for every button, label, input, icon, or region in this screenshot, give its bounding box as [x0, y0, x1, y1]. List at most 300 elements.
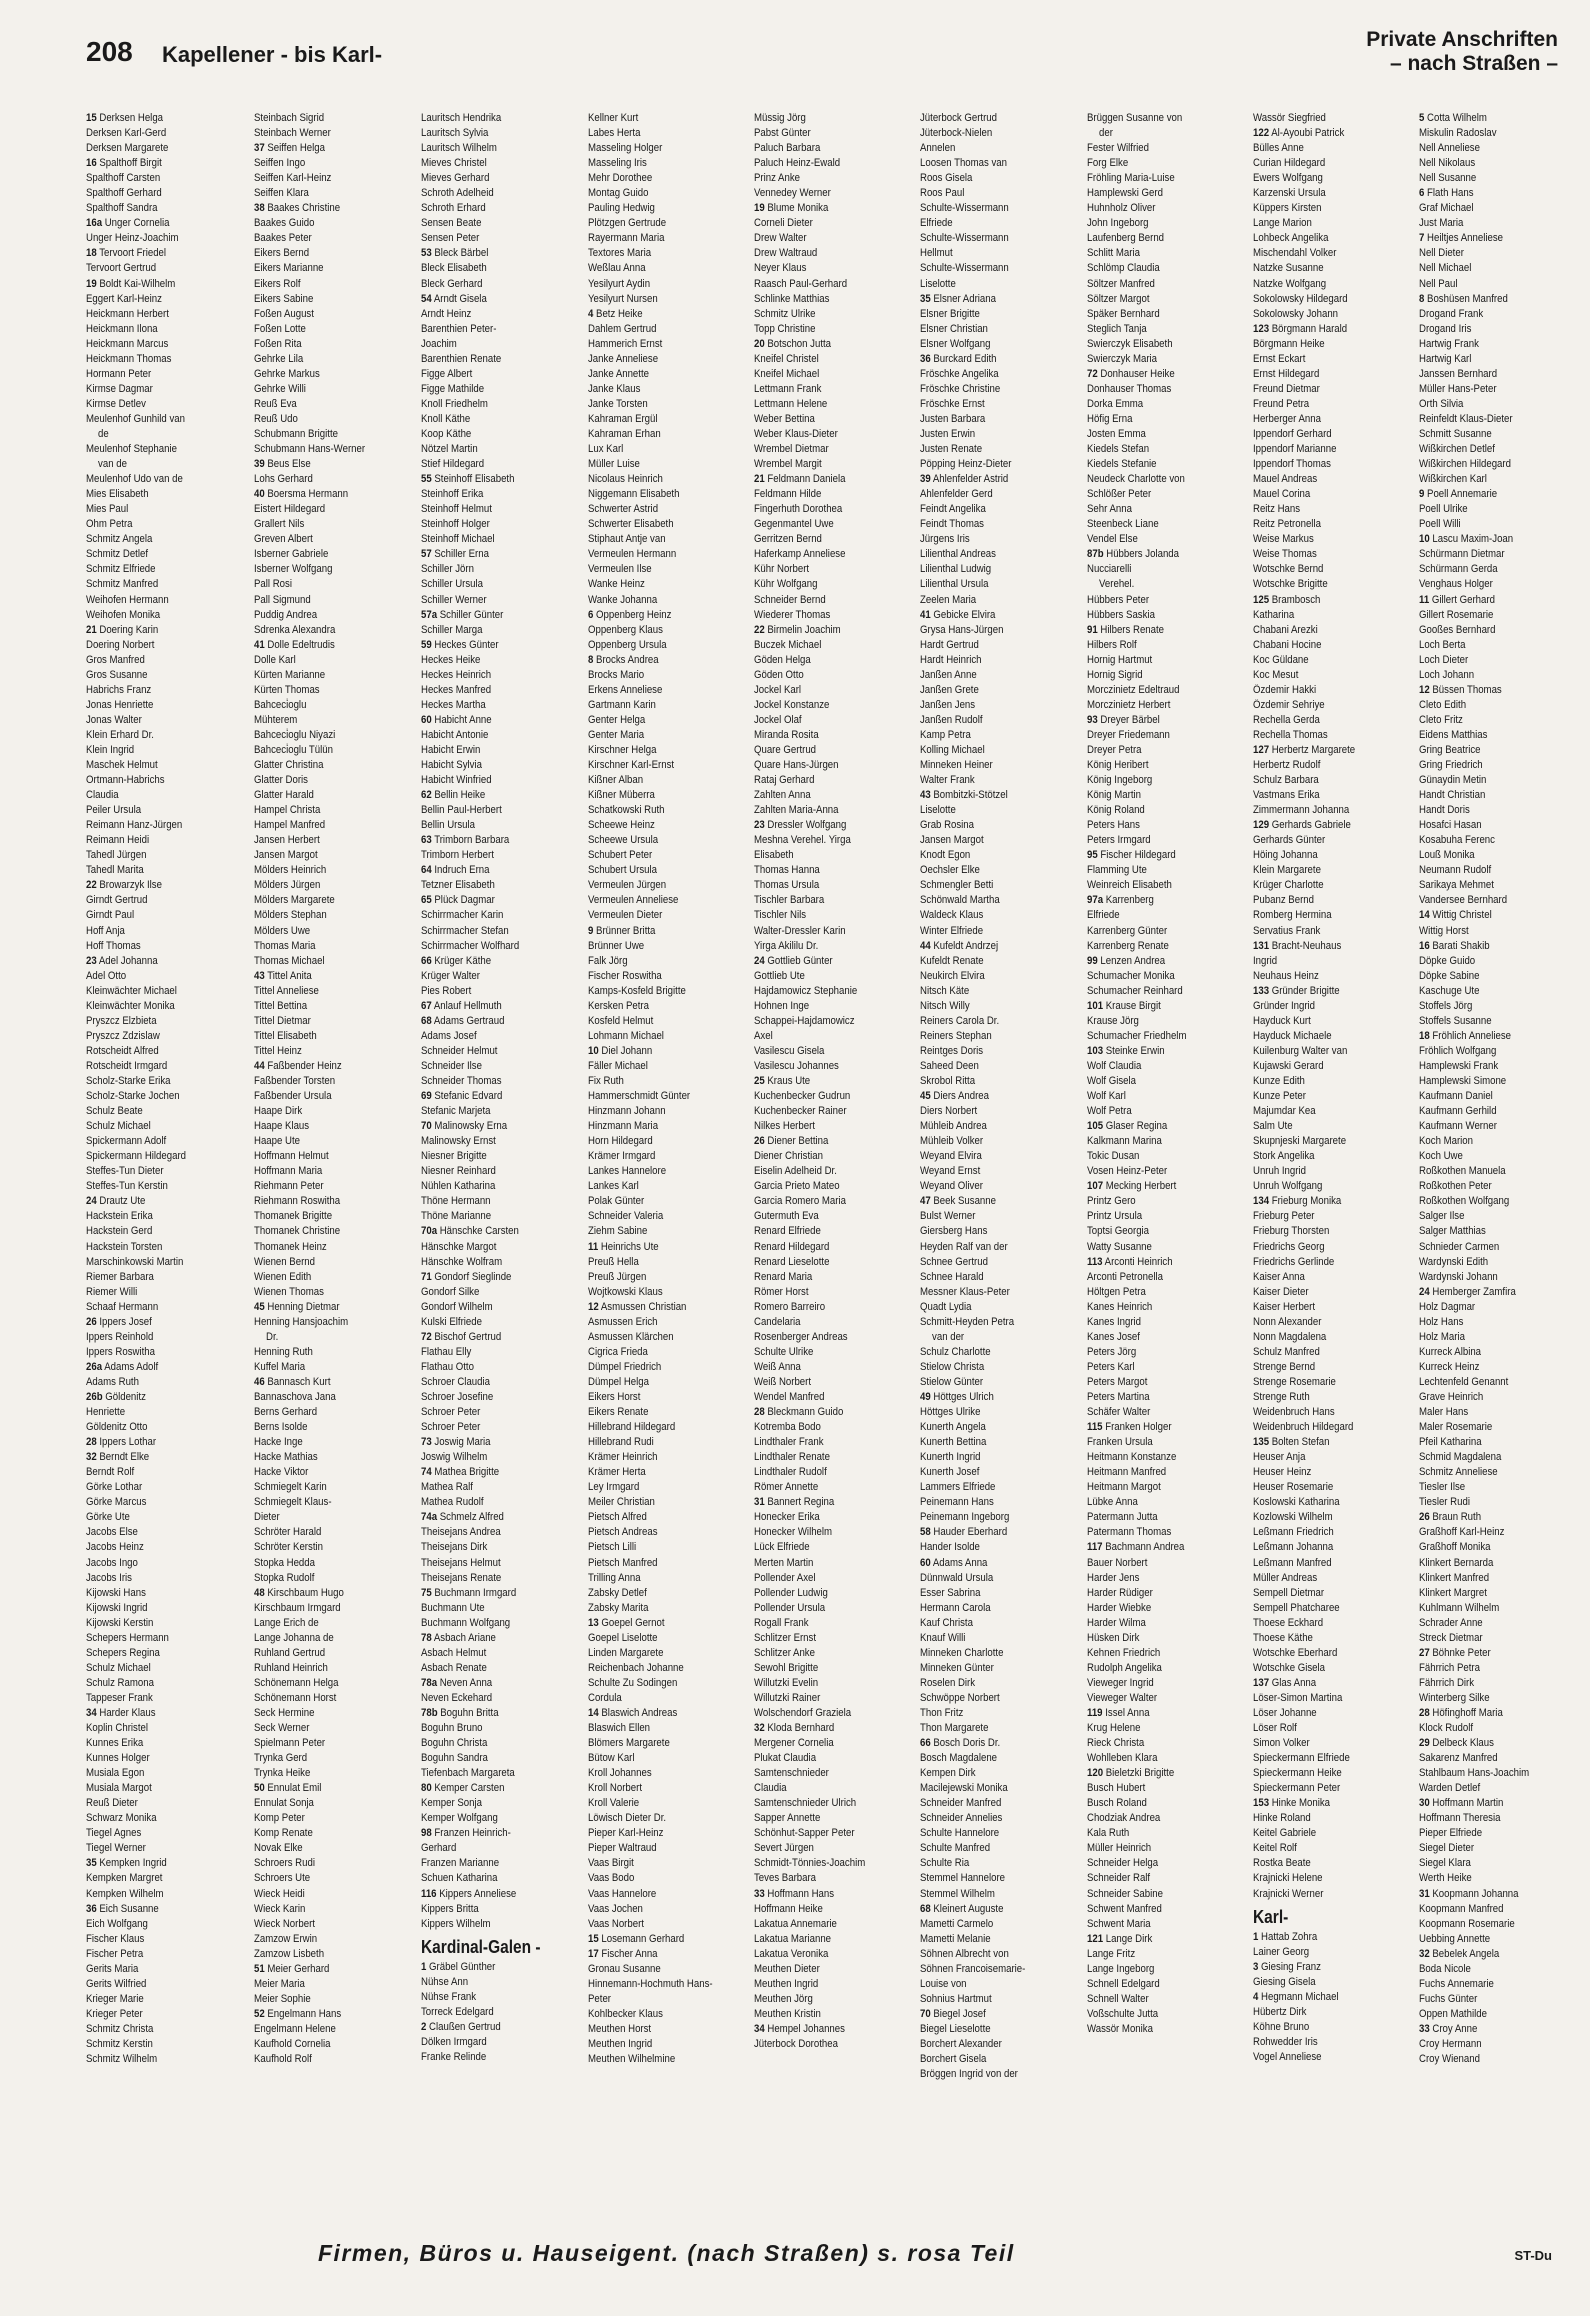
directory-entry: Jacobs Ingo: [86, 1556, 138, 1569]
directory-entry: Schwöppe Norbert: [920, 1691, 1000, 1704]
directory-entry: Schneider Annelies: [920, 1812, 1003, 1825]
directory-column: [588, 111, 748, 2211]
directory-entry: 22 Birmelin Joachim: [754, 623, 841, 636]
directory-entry: Gartmann Karin: [588, 698, 656, 711]
directory-entry: 107 Mecking Herbert: [1087, 1180, 1177, 1193]
directory-entry: König Roland: [1087, 804, 1145, 817]
directory-entry: Masseling Iris: [588, 157, 647, 170]
directory-entry: Foßen August: [254, 307, 314, 320]
directory-entry: Kaschuge Ute: [1419, 984, 1480, 997]
house-number: 31: [1419, 1887, 1430, 1900]
directory-entry: Dieter: [254, 1511, 280, 1524]
house-number: 24: [86, 1195, 97, 1208]
directory-entry: Giersberg Hans: [920, 1225, 988, 1238]
directory-entry: Harder Wilma: [1087, 1616, 1146, 1629]
directory-entry: Sakarenz Manfred: [1419, 1752, 1498, 1765]
house-number: 5: [1419, 112, 1425, 124]
directory-entry: Ernst Hildegard: [1253, 367, 1320, 380]
directory-column: [1087, 111, 1247, 2211]
directory-entry: Schiller Werner: [421, 593, 487, 606]
directory-entry: Mametti Carmelo: [920, 1917, 994, 1930]
directory-entry: Drogand Frank: [1419, 307, 1484, 320]
directory-entry: Göldenitz Otto: [86, 1421, 148, 1434]
directory-entry: Kanes Heinrich: [1087, 1300, 1153, 1313]
directory-entry: Kühr Norbert: [754, 563, 810, 576]
directory-entry: Janke Annette: [588, 367, 649, 380]
directory-entry: Schulz Manfred: [1253, 1345, 1320, 1358]
directory-entry: Kneifel Christel: [754, 352, 819, 365]
directory-entry: Höltgen Petra: [1087, 1285, 1146, 1298]
directory-entry: Figge Mathilde: [421, 382, 485, 395]
directory-entry: Wassör Siegfried: [1253, 112, 1326, 124]
directory-entry: Krajnicki Werner: [1253, 1887, 1324, 1900]
directory-entry: Spickermann Adolf: [86, 1135, 167, 1148]
directory-entry: Schneider Ilse: [421, 1059, 482, 1072]
directory-entry: Marschinkowski Martin: [86, 1255, 184, 1268]
directory-entry: Graßhoff Karl-Heinz: [1419, 1526, 1505, 1539]
directory-entry: Jansen Herbert: [254, 834, 320, 847]
directory-entry: Trimborn Herbert: [421, 849, 494, 862]
directory-entry: 21 Doering Karin: [86, 623, 159, 636]
directory-entry: 67 Anlauf Hellmuth: [421, 999, 502, 1012]
directory-entry: Bleck Elisabeth: [421, 262, 487, 275]
directory-entry: Thomas Ursula: [754, 879, 820, 892]
directory-entry: Gronau Susanne: [588, 1962, 661, 1975]
house-number: 68: [421, 1014, 432, 1027]
directory-entry: Seck Hermine: [254, 1706, 315, 1719]
directory-entry: Quare Gertrud: [754, 743, 817, 756]
directory-entry: 30 Hoffmann Martin: [1419, 1797, 1504, 1810]
directory-entry: Derksen Margarete: [86, 142, 169, 155]
directory-entry: Knoll Friedhelm: [421, 397, 488, 410]
directory-entry: 78a Neven Anna: [421, 1676, 493, 1689]
directory-entry: Walter Frank: [920, 774, 975, 787]
directory-entry: 36 Burckard Edith: [920, 352, 997, 365]
directory-entry: 16 Barati Shakib: [1419, 939, 1490, 952]
directory-entry: Oppen Mathilde: [1419, 2007, 1487, 2020]
directory-entry: 11 Gillert Gerhard: [1419, 593, 1495, 606]
house-number: 45: [254, 1300, 265, 1313]
house-number: 54: [421, 292, 432, 305]
directory-entry: Schulz Michael: [86, 1120, 151, 1133]
directory-entry: Janßen Grete: [920, 683, 979, 696]
directory-entry: Kemper Sonja: [421, 1797, 482, 1810]
page-header: [0, 0, 1590, 80]
directory-entry: Steinbach Werner: [254, 127, 331, 140]
directory-entry: Mergener Cornelia: [754, 1737, 834, 1750]
directory-entry: Schulz Charlotte: [920, 1345, 991, 1358]
house-number: 57: [421, 548, 432, 561]
directory-entry: Knodt Egon: [920, 849, 971, 862]
directory-entry: Schneider Helga: [1087, 1857, 1159, 1870]
directory-entry: Ziehm Sabine: [588, 1225, 648, 1238]
directory-entry: Kaufmann Gerhild: [1419, 1105, 1497, 1118]
directory-entry: Meier Sophie: [254, 1992, 311, 2005]
directory-entry: Lange Fritz: [1087, 1947, 1136, 1960]
directory-entry: Hermann Carola: [920, 1601, 991, 1614]
directory-entry: Görke Marcus: [86, 1496, 147, 1509]
directory-entry: Herbertz Rudolf: [1253, 759, 1321, 772]
directory-entry: Peinemann Hans: [920, 1496, 994, 1509]
directory-entry: Görke Lothar: [86, 1481, 143, 1494]
house-number: 44: [254, 1059, 265, 1072]
directory-entry: Nühlen Katharina: [421, 1180, 496, 1193]
directory-entry: 33 Croy Anne: [1419, 2022, 1478, 2035]
directory-entry: Lilienthal Ursula: [920, 578, 989, 591]
directory-entry: 43 Bombitzki-Stötzel: [920, 789, 1008, 802]
directory-entry: Verehel.: [1099, 578, 1135, 591]
directory-entry: Hardt Heinrich: [920, 653, 982, 666]
directory-entry: Oppenberg Ursula: [588, 638, 667, 651]
house-number: 44: [920, 939, 931, 952]
directory-entry: Franzen Marianne: [421, 1857, 500, 1870]
directory-entry: Lange Marion: [1253, 217, 1312, 230]
directory-entry: Kunze Peter: [1253, 1090, 1306, 1103]
directory-entry: 72 Donhauser Heike: [1087, 367, 1175, 380]
directory-entry: 105 Glaser Regina: [1087, 1120, 1168, 1133]
directory-entry: Wanke Johanna: [588, 593, 658, 606]
directory-entry: 28 Bleckmann Guido: [754, 1406, 844, 1419]
directory-entry: 57 Schiller Erna: [421, 548, 489, 561]
directory-entry: Asbach Renate: [421, 1661, 487, 1674]
directory-entry: 4 Betz Heike: [588, 307, 643, 320]
directory-entry: Hartwig Karl: [1419, 352, 1472, 365]
directory-entry: Lohbeck Angelika: [1253, 232, 1329, 245]
house-number: 71: [421, 1270, 432, 1283]
directory-entry: Schroer Peter: [421, 1421, 481, 1434]
directory-entry: Nonn Magdalena: [1253, 1330, 1327, 1343]
directory-entry: Teves Barbara: [754, 1872, 817, 1885]
directory-entry: Stief Hildegard: [421, 458, 485, 471]
directory-entry: 1 Hattab Zohra: [1253, 1930, 1318, 1943]
directory-entry: Kolling Michael: [920, 743, 985, 756]
directory-entry: Girndt Paul: [86, 909, 135, 922]
directory-entry: 117 Bachmann Andrea: [1087, 1541, 1185, 1554]
directory-entry: Peinemann Ingeborg: [920, 1511, 1010, 1524]
house-number: 3: [1253, 1960, 1259, 1973]
directory-entry: Thoese Käthe: [1253, 1631, 1313, 1644]
directory-entry: Salger Ilse: [1419, 1210, 1465, 1223]
directory-entry: Printz Gero: [1087, 1195, 1136, 1208]
directory-entry: Krämer Heinrich: [588, 1451, 658, 1464]
directory-entry: Heitmann Konstanze: [1087, 1451, 1177, 1464]
house-number: 101: [1087, 999, 1104, 1012]
directory-entry: Merten Martin: [754, 1556, 814, 1569]
directory-entry: Wißkirchen Hildegard: [1419, 458, 1511, 471]
directory-entry: Samtenschnieder: [754, 1767, 829, 1780]
directory-entry: Müller Heinrich: [1087, 1842, 1152, 1855]
directory-entry: Lindthaler Renate: [754, 1451, 830, 1464]
house-number: 1: [1253, 1930, 1259, 1943]
directory-entry: 58 Hauder Eberhard: [920, 1526, 1008, 1539]
directory-entry: Pollender Axel: [754, 1571, 816, 1584]
directory-entry: Koch Uwe: [1419, 1150, 1463, 1163]
directory-entry: Keitel Gabriele: [1253, 1827, 1317, 1840]
directory-entry: Macilejewski Monika: [920, 1782, 1008, 1795]
directory-entry: Kijowski Hans: [86, 1586, 146, 1599]
page-footer: [0, 2240, 1590, 2280]
house-number: 37: [254, 142, 265, 155]
directory-entry: Söhnen Albrecht von: [920, 1947, 1009, 1960]
house-number: 12: [1419, 683, 1430, 696]
directory-entry: Gerits Maria: [86, 1962, 139, 1975]
directory-entry: Eikers Bernd: [254, 247, 310, 260]
directory-entry: Tischler Barbara: [754, 894, 825, 907]
directory-entry: Schmitz Angela: [86, 533, 153, 546]
directory-entry: Hardt Gertrud: [920, 638, 979, 651]
directory-entry: Steglich Tanja: [1087, 322, 1147, 335]
directory-column: [1419, 111, 1579, 2211]
house-number: 103: [1087, 1044, 1104, 1057]
directory-entry: 50 Ennulat Emil: [254, 1782, 322, 1795]
directory-entry: 31 Koopmann Johanna: [1419, 1887, 1519, 1900]
directory-entry: Engelmann Helene: [254, 2022, 336, 2035]
directory-entry: Freund Petra: [1253, 397, 1310, 410]
directory-entry: Trilling Anna: [588, 1571, 641, 1584]
directory-entry: 73 Joswig Maria: [421, 1436, 491, 1449]
directory-entry: Watty Susanne: [1087, 1240, 1152, 1253]
directory-entry: Gründer Ingrid: [1253, 999, 1316, 1012]
house-number: 74: [421, 1466, 432, 1479]
directory-entry: 16a Unger Cornelia: [86, 217, 170, 230]
directory-entry: Oppenberg Klaus: [588, 623, 663, 636]
directory-entry: 120 Bieletzki Brigitte: [1087, 1767, 1175, 1780]
directory-entry: 60 Adams Anna: [920, 1556, 988, 1569]
directory-entry: Weise Thomas: [1253, 548, 1317, 561]
directory-entry: 26b Göldenitz: [86, 1390, 146, 1403]
house-number: 29: [1419, 1737, 1430, 1750]
directory-entry: Vogel Anneliese: [1253, 2050, 1322, 2063]
house-number: 70a: [421, 1225, 438, 1238]
directory-entry: Thoese Eckhard: [1253, 1616, 1324, 1629]
directory-entry: Hillebrand Hildegard: [588, 1421, 676, 1434]
house-number: 95: [1087, 849, 1098, 862]
directory-entry: Franken Ursula: [1087, 1436, 1153, 1449]
directory-entry: 35 Kempken Ingrid: [86, 1857, 167, 1870]
directory-entry: Thomanek Heinz: [254, 1240, 327, 1253]
directory-entry: Klein Ingrid: [86, 743, 135, 756]
directory-entry: Frieburg Peter: [1253, 1210, 1315, 1223]
directory-entry: Kirschner Helga: [588, 743, 657, 756]
directory-entry: 135 Bolten Stefan: [1253, 1436, 1330, 1449]
directory-entry: Lux Karl: [588, 443, 624, 456]
directory-entry: 71 Gondorf Sieglinde: [421, 1270, 512, 1283]
directory-entry: Nell Michael: [1419, 262, 1472, 275]
directory-entry: Reiners Stephan: [920, 1029, 992, 1042]
directory-entry: Gegenmantel Uwe: [754, 518, 834, 531]
directory-entry: Spalthoff Gerhard: [86, 187, 162, 200]
directory-entry: Drew Waltraud: [754, 247, 818, 260]
house-number: 34: [754, 2022, 765, 2035]
house-number: 66: [421, 954, 432, 967]
directory-entry: Özdemir Sehriye: [1253, 698, 1325, 711]
directory-entry: Kirschner Karl-Ernst: [588, 759, 675, 772]
directory-entry: Schnell Edelgard: [1087, 1977, 1160, 1990]
directory-entry: Zamzow Erwin: [254, 1932, 318, 1945]
directory-entry: Sdrenka Alexandra: [254, 623, 336, 636]
directory-entry: Feldmann Hilde: [754, 488, 822, 501]
directory-entry: Seiffen Ingo: [254, 157, 306, 170]
directory-entry: Ley Irmgard: [588, 1481, 640, 1494]
directory-entry: Harder Jens: [1087, 1571, 1140, 1584]
directory-entry: Wolschendorf Graziela: [754, 1706, 852, 1719]
directory-entry: Roßkothen Manuela: [1419, 1165, 1506, 1178]
directory-entry: Sensen Beate: [421, 217, 482, 230]
house-number: 15: [86, 112, 97, 124]
directory-entry: Heickmann Marcus: [86, 337, 169, 350]
house-number: 26b: [86, 1390, 103, 1403]
directory-entry: Kehnen Friedrich: [1087, 1646, 1161, 1659]
directory-entry: Kalkmann Marina: [1087, 1135, 1162, 1148]
directory-entry: Müller Hans-Peter: [1419, 382, 1497, 395]
house-number: 43: [920, 789, 931, 802]
directory-entry: Lange Erich de: [254, 1616, 319, 1629]
directory-entry: 8 Brocks Andrea: [588, 653, 659, 666]
directory-entry: Justen Erwin: [920, 427, 976, 440]
directory-entry: Tiegel Werner: [86, 1842, 146, 1855]
directory-entry: Hackstein Erika: [86, 1210, 153, 1223]
directory-entry: Wolf Petra: [1087, 1105, 1132, 1118]
directory-entry: Hinzmann Johann: [588, 1105, 666, 1118]
directory-entry: Gillert Rosemarie: [1419, 608, 1494, 621]
house-number: 65: [421, 894, 432, 907]
directory-entry: Janßen Rudolf: [920, 713, 983, 726]
directory-entry: Hilbers Rolf: [1087, 638, 1137, 651]
directory-entry: Dreyer Friedemann: [1087, 728, 1170, 741]
house-number: 27: [1419, 1646, 1430, 1659]
directory-entry: Strenge Ruth: [1253, 1390, 1310, 1403]
directory-entry: Jonas Walter: [86, 713, 142, 726]
directory-entry: Peiler Ursula: [86, 804, 142, 817]
directory-entry: Swierczyk Elisabeth: [1087, 337, 1173, 350]
house-number: 11: [588, 1240, 599, 1253]
directory-entry: Schumacher Reinhard: [1087, 984, 1183, 997]
house-number: 72: [1087, 367, 1098, 380]
directory-entry: 23 Adel Johanna: [86, 954, 158, 967]
directory-entry: 74a Schmelz Alfred: [421, 1511, 504, 1524]
directory-entry: Rudolph Angelika: [1087, 1661, 1162, 1674]
directory-entry: 15 Losemann Gerhard: [588, 1932, 685, 1945]
directory-entry: 43 Tittel Anita: [254, 969, 312, 982]
directory-entry: Wotschke Eberhard: [1253, 1646, 1338, 1659]
directory-entry: Schubmann Brigitte: [254, 427, 338, 440]
house-number: 39: [254, 458, 265, 471]
directory-entry: 12 Asmussen Christian: [588, 1300, 687, 1313]
directory-entry: Wolf Gisela: [1087, 1075, 1137, 1087]
directory-entry: Gring Friedrich: [1419, 759, 1483, 772]
directory-entry: Cordula: [588, 1691, 622, 1704]
house-number: 107: [1087, 1180, 1104, 1193]
directory-entry: Scheewe Ursula: [588, 834, 659, 847]
directory-entry: 78 Asbach Ariane: [421, 1631, 496, 1644]
directory-entry: Ippendorf Marianne: [1253, 443, 1337, 456]
directory-entry: Paluch Heinz-Ewald: [754, 157, 841, 170]
directory-entry: Hampel Christa: [254, 804, 321, 817]
directory-entry: Wendel Manfred: [754, 1390, 825, 1403]
house-number: 26: [754, 1135, 765, 1148]
directory-entry: Göden Helga: [754, 653, 811, 666]
directory-entry: Drogand Iris: [1419, 322, 1472, 335]
directory-entry: Pöpping Heinz-Dieter: [920, 458, 1012, 471]
directory-entry: Jockel Olaf: [754, 713, 802, 726]
directory-entry: Kißner Alban: [588, 774, 644, 787]
directory-entry: Brüggen Susanne von: [1087, 112, 1183, 124]
directory-entry: Özdemir Hakki: [1253, 683, 1317, 696]
directory-entry: 63 Trimborn Barbara: [421, 834, 510, 847]
house-number: 18: [1419, 1029, 1430, 1042]
directory-entry: Bahceci̇oglu Tülün: [254, 743, 333, 756]
directory-entry: Elsner Christian: [920, 322, 988, 335]
directory-entry: Schulz Michael: [86, 1661, 151, 1674]
directory-entry: Vandersee Bernhard: [1419, 894, 1508, 907]
directory-entry: Pietsch Manfred: [588, 1556, 658, 1569]
directory-entry: Zamzow Lisbeth: [254, 1947, 325, 1960]
directory-entry: 9 Brünner Britta: [588, 924, 656, 937]
house-number: 91: [1087, 623, 1098, 636]
directory-entry: Meuthen Dieter: [754, 1962, 820, 1975]
directory-entry: Vermeulen Ilse: [588, 563, 652, 576]
directory-entry: Schmitz Ulrike: [754, 307, 816, 320]
directory-entry: Textores Maria: [588, 247, 652, 260]
directory-entry: Krug Helene: [1087, 1722, 1141, 1735]
directory-entry: Knauf Willi: [920, 1631, 966, 1644]
directory-entry: Stoffels Jörg: [1419, 999, 1473, 1012]
house-number: 40: [254, 488, 265, 501]
directory-entry: Schulte Zu Sodingen: [588, 1676, 678, 1689]
directory-entry: Kurreck Albina: [1419, 1345, 1482, 1358]
directory-entry: Kuhlmann Wilhelm: [1419, 1601, 1500, 1614]
house-number: 39: [920, 473, 931, 486]
directory-entry: Bahceci̇oglu Niyazi: [254, 728, 336, 741]
directory-entry: Berndt Rolf: [86, 1466, 135, 1479]
directory-entry: 93 Dreyer Bärbel: [1087, 713, 1160, 726]
directory-entry: Mies Paul: [86, 503, 129, 516]
directory-entry: Flathau Elly: [421, 1345, 472, 1358]
directory-entry: Hamplewski Frank: [1419, 1059, 1499, 1072]
directory-entry: Novak Elke: [254, 1842, 303, 1855]
directory-entry: 46 Bannasch Kurt: [254, 1375, 331, 1388]
directory-entry: Stefanic Marjeta: [421, 1105, 491, 1118]
directory-entry: Späker Bernhard: [1087, 307, 1160, 320]
directory-entry: Mölders Margarete: [254, 894, 335, 907]
directory-entry: Tahedl Jürgen: [86, 849, 147, 862]
directory-entry: Figge Albert: [421, 367, 473, 380]
directory-entry: Holz Dagmar: [1419, 1300, 1476, 1313]
directory-entry: Schmitz Christa: [86, 2022, 154, 2035]
directory-entry: Natzke Wolfgang: [1253, 277, 1327, 290]
directory-entry: Strenge Rosemarie: [1253, 1375, 1336, 1388]
directory-entry: Corneli Dieter: [754, 217, 813, 230]
directory-entry: Jansen Margot: [254, 849, 318, 862]
directory-entry: Jacobs Else: [86, 1526, 138, 1539]
directory-entry: Asbach Helmut: [421, 1646, 487, 1659]
directory-entry: Justen Barbara: [920, 412, 986, 425]
directory-entry: Meulenhof Stephanie: [86, 443, 177, 456]
directory-entry: Maler Hans: [1419, 1406, 1469, 1419]
house-number: 134: [1253, 1195, 1270, 1208]
directory-entry: Wittig Horst: [1419, 924, 1469, 937]
directory-entry: Mieves Gerhard: [421, 172, 490, 185]
directory-entry: Ruhland Gertrud: [254, 1646, 326, 1659]
directory-entry: Vaas Hannelore: [588, 1887, 657, 1900]
house-number: 60: [421, 713, 432, 726]
directory-entry: Vasilescu Johannes: [754, 1059, 839, 1072]
directory-entry: Tiegel Agnes: [86, 1827, 142, 1840]
directory-entry: Wieck Norbert: [254, 1917, 315, 1930]
page-title: Kapellener - bis Karl-: [162, 42, 383, 67]
house-number: 73: [421, 1436, 432, 1449]
directory-entry: Elfriede: [1087, 909, 1120, 922]
